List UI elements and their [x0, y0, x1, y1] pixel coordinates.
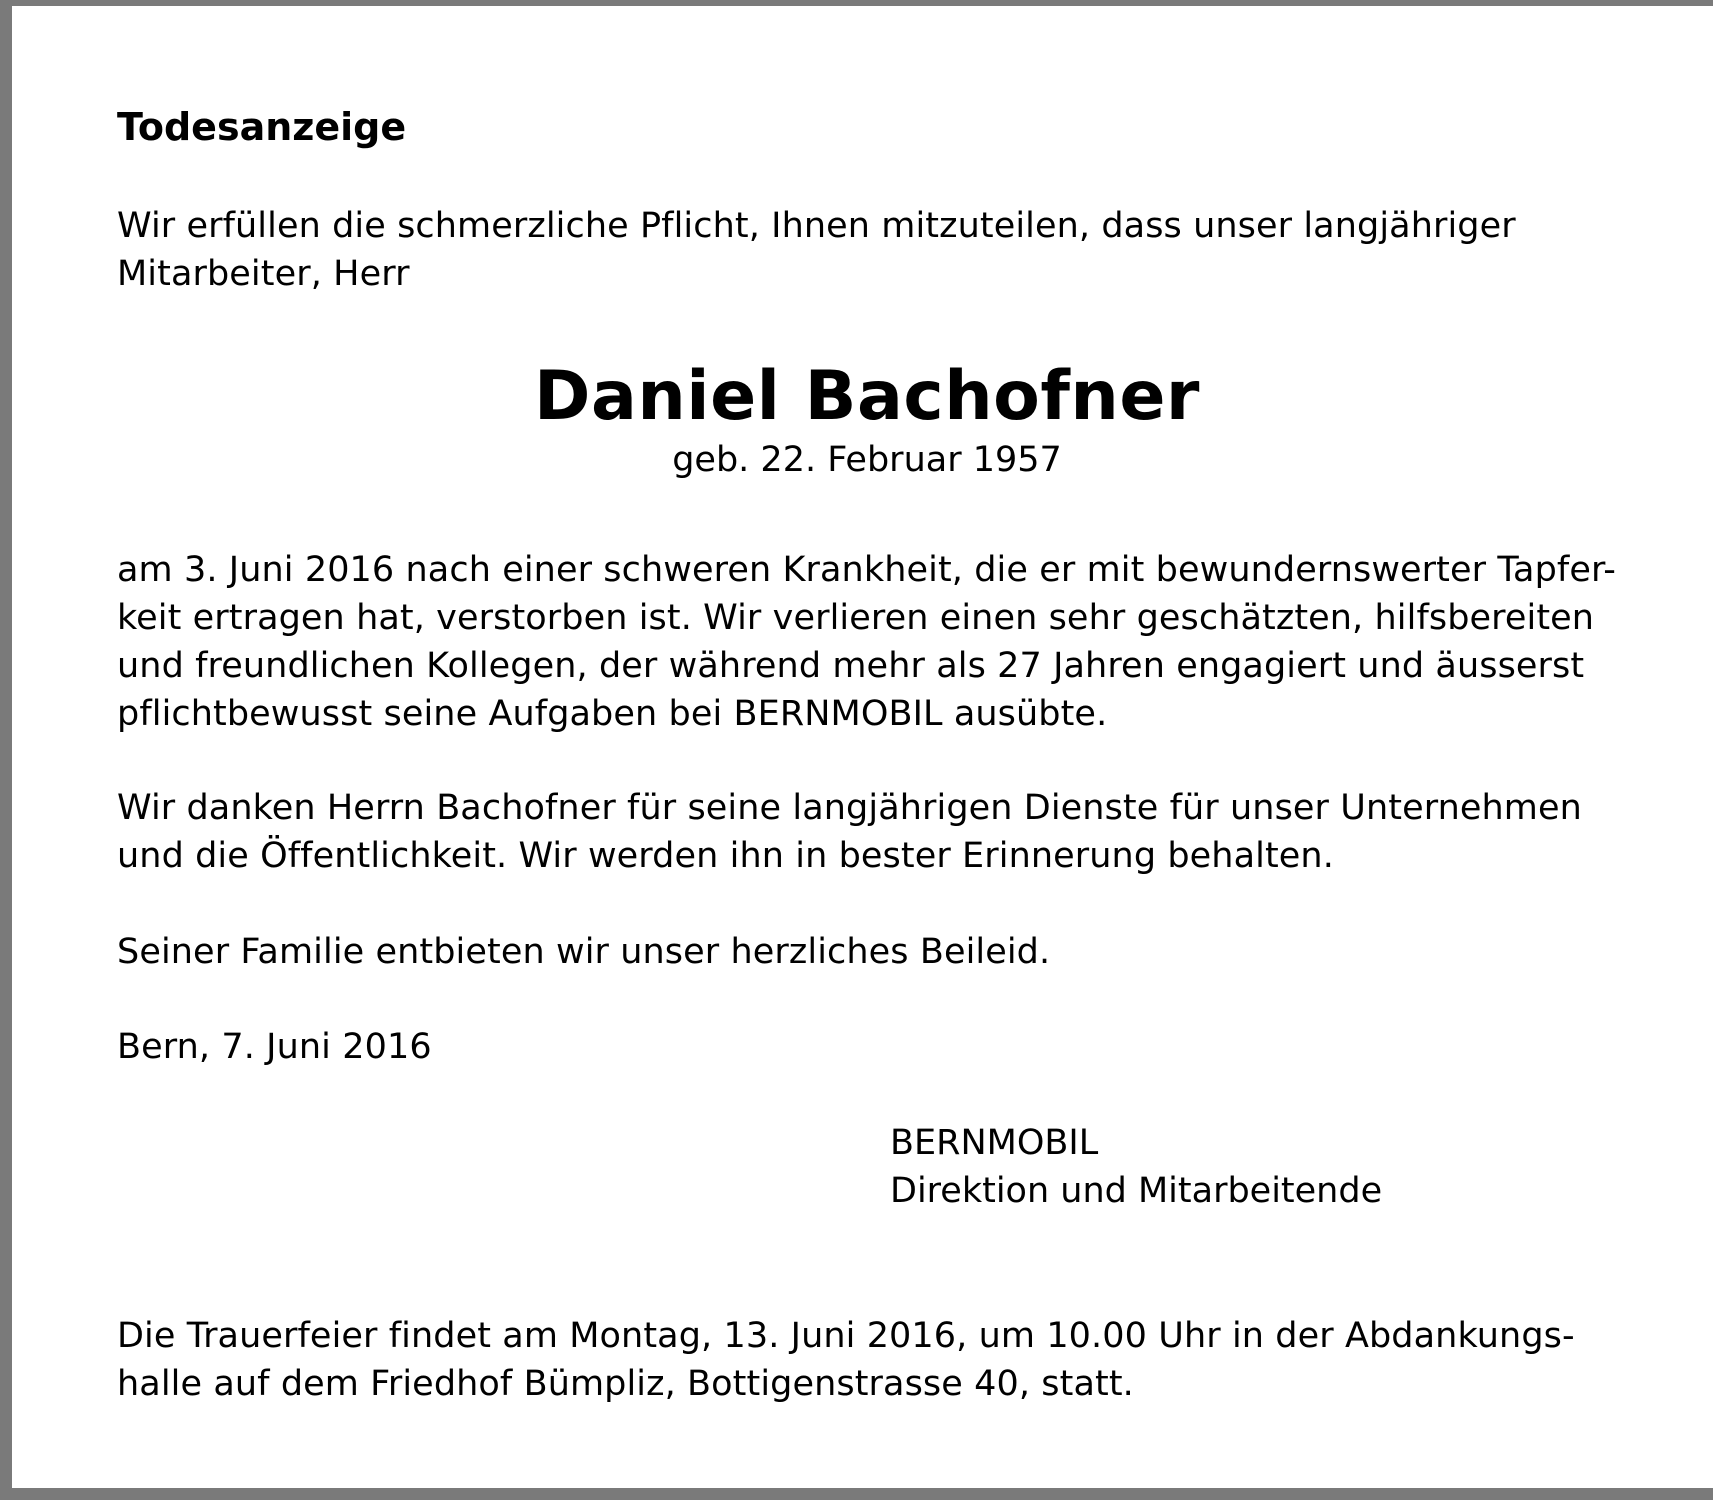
notice-heading: Todesanzeige: [117, 105, 407, 149]
thanks-line-2: und die Öffentlichkeit. Wir werden ihn in bester Erinnerung behalten.: [117, 836, 1334, 876]
body-line-2: keit ertragen hat, verstorben ist. Wir verlieren einen sehr geschätzten, hilfsbereiten: [117, 598, 1595, 638]
deceased-name: Daniel Bachofner: [534, 357, 1200, 436]
body-line-1: am 3. Juni 2016 nach einer schweren Krankheit, die er mit bewundernswerter Tapfer-: [117, 550, 1616, 590]
ceremony-line-2: halle auf dem Friedhof Bümpliz, Bottigenstrasse 40, statt.: [117, 1364, 1134, 1404]
signature-dept: Direktion und Mitarbeitende: [890, 1171, 1383, 1211]
intro-line-1: Wir erfüllen die schmerzliche Pflicht, Ihnen mitzuteilen, dass unser langjähriger: [117, 206, 1516, 246]
place-date: Bern, 7. Juni 2016: [117, 1027, 432, 1067]
body-line-4: pflichtbewusst seine Aufgaben bei BERNMOBIL ausübte.: [117, 694, 1108, 734]
birth-date: geb. 22. Februar 1957: [672, 440, 1062, 480]
body-line-3: und freundlichen Kollegen, der während mehr als 27 Jahren engagiert und äusserst: [117, 646, 1585, 686]
intro-line-2: Mitarbeiter, Herr: [117, 254, 410, 294]
ceremony-line-1: Die Trauerfeier findet am Montag, 13. Juni 2016, um 10.00 Uhr in der Abdankungs-: [117, 1316, 1575, 1356]
signature-org: BERNMOBIL: [890, 1123, 1099, 1163]
condolence-text: Seiner Familie entbieten wir unser herzliches Beileid.: [117, 932, 1051, 972]
thanks-line-1: Wir danken Herrn Bachofner für seine langjährigen Dienste für unser Unternehmen: [117, 788, 1582, 828]
